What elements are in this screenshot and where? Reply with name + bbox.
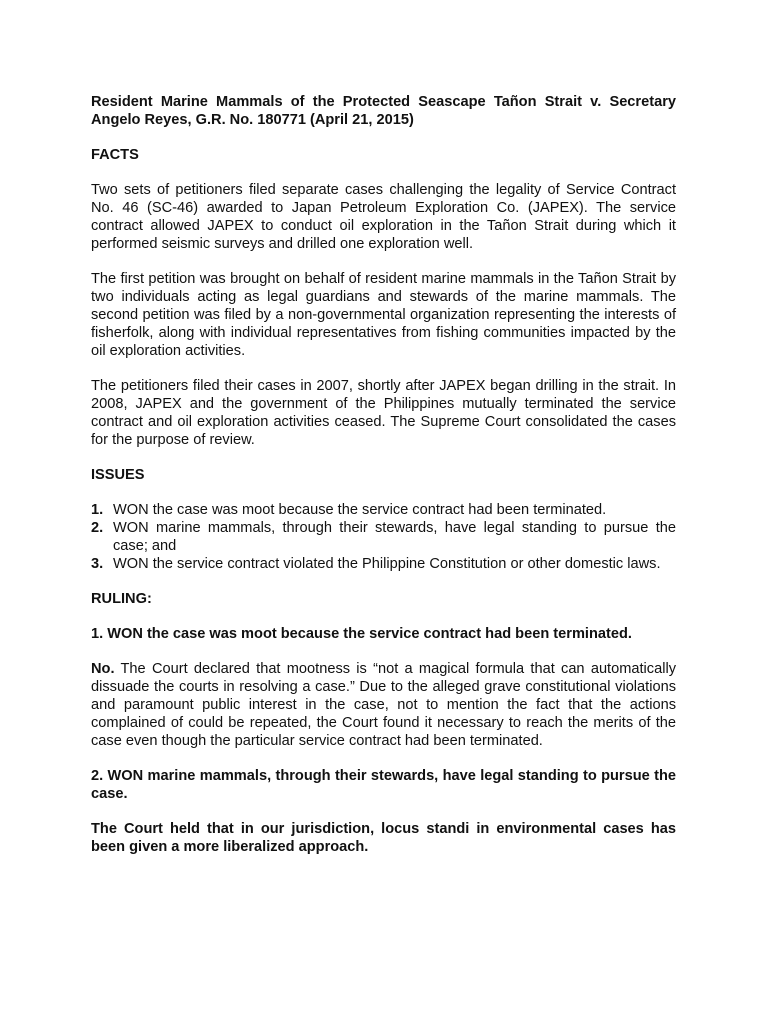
facts-heading: FACTS <box>91 147 139 163</box>
case-title: Resident Marine Mammals of the Protected Seascape Tañon Strait v. Secretary Angelo Reyes, G.R. No. 180771 (April 21, 2015) <box>91 94 676 128</box>
issue-text: WON the case was moot because the service contract had been terminated. <box>113 502 607 518</box>
issues-heading: ISSUES <box>91 467 145 483</box>
ruling-answer-1 <box>91 660 676 750</box>
issue-number: 1. <box>91 502 104 518</box>
issues-list <box>91 501 676 573</box>
issue-item-3 <box>91 555 676 573</box>
document-page <box>91 93 676 856</box>
ruling-answer-1-text: The Court declared that mootness is “not a magical formula that can automatically dissuade the courts in resolving a case.” Due to the alleged grave constitutional violations and paramount public interest in the case, not to mention the fact that the actions complained of could be repeated, the Court found it necessary to reach the merits of the case even though the particular service contract had been terminated. <box>91 661 676 749</box>
issue-item-2 <box>91 519 676 555</box>
facts-paragraph-3: The petitioners filed their cases in 2007, shortly after JAPEX began drilling in the strait. In 2008, JAPEX and the government of the Philippines mutually terminated the service contract and oil exploration activities ceased. The Supreme Court consolidated the cases for the purpose of review. <box>91 378 676 448</box>
ruling-answer-1-lead: No. <box>91 661 115 677</box>
issue-text: WON the service contract violated the Philippine Constitution or other domestic laws. <box>113 556 661 572</box>
ruling-answer-2: The Court held that in our jurisdiction, locus standi in environmental cases has been given a more liberalized approach. <box>91 821 676 855</box>
issue-number: 3. <box>91 556 104 572</box>
ruling-question-2: 2. WON marine mammals, through their stewards, have legal standing to pursue the case. <box>91 768 676 802</box>
issue-number: 2. <box>91 520 104 536</box>
issue-text: WON marine mammals, through their stewards, have legal standing to pursue the case; and <box>113 520 676 554</box>
issue-item-1 <box>91 501 676 519</box>
facts-paragraph-2: The first petition was brought on behalf of resident marine mammals in the Tañon Strait by two individuals acting as legal guardians and stewards of the marine mammals. The second petition was filed by a non-governmental organization representing the interests of fisherfolk, along with individual representatives from fishing communities impacted by the oil exploration activities. <box>91 271 676 359</box>
facts-paragraph-1: Two sets of petitioners filed separate cases challenging the legality of Service Contract No. 46 (SC-46) awarded to Japan Petroleum Exploration Co. (JAPEX). The service contract allowed JAPEX to conduct oil exploration in the Tañon Strait during which it performed seismic surveys and drilled one exploration well. <box>91 182 676 252</box>
ruling-question-1: 1. WON the case was moot because the service contract had been terminated. <box>91 626 632 642</box>
ruling-heading: RULING: <box>91 591 152 607</box>
